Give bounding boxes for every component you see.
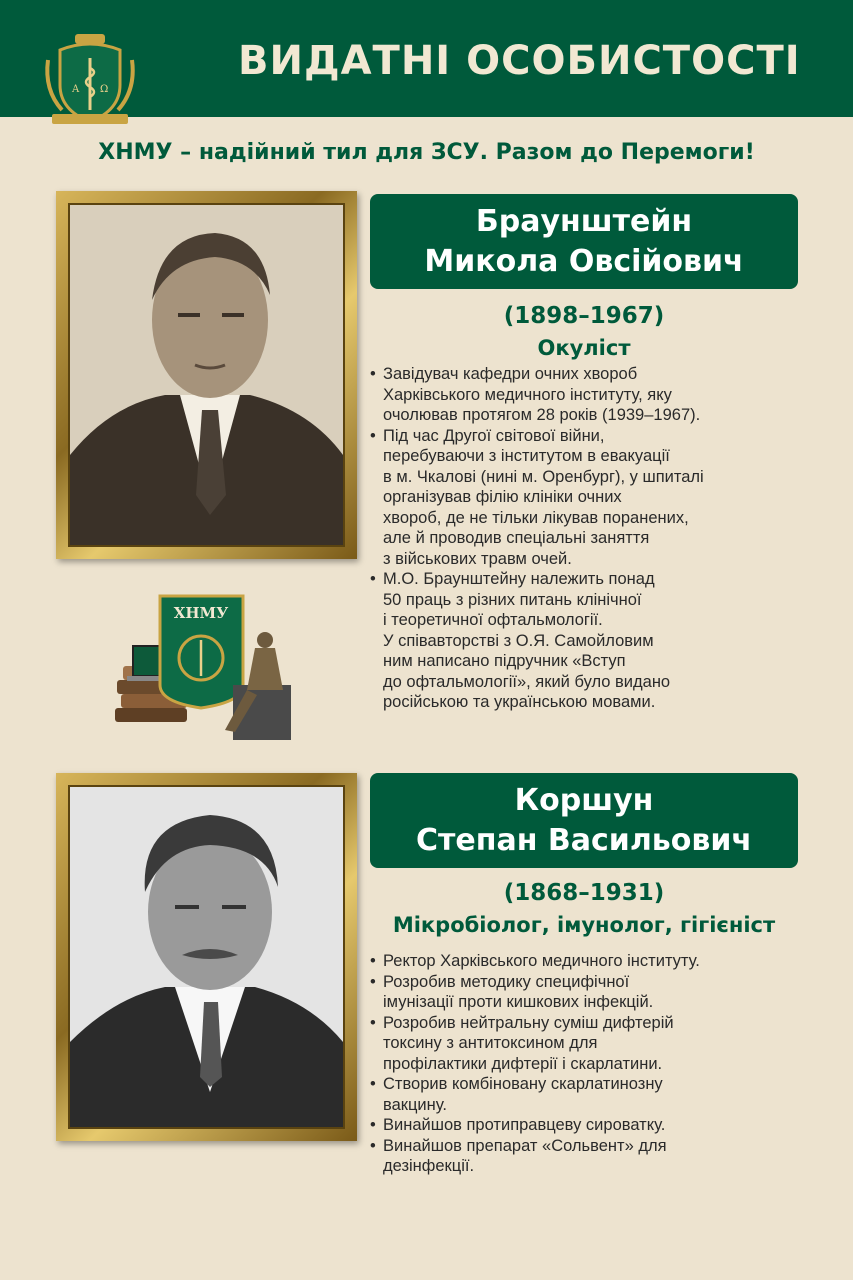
university-crest-icon (40, 30, 140, 130)
slogan: ХНМУ – надійний тил для ЗСУ. Разом до Перемоги! (98, 140, 755, 165)
bio-item: • М.О. Браунштейну належить понад 50 праць з різних питань клінічної і теоретичної офтальмології. У співавторстві з О.Я. Самойловим ним написано підручник «Вступ до офтальмології», який було видано російською та українською мовами. (370, 569, 810, 713)
bio-item: • Ректор Харківського медичного інституту. (370, 951, 810, 972)
shield-icon (160, 596, 243, 708)
given-names-2: Степан Васильович (416, 823, 752, 858)
page-title: ВИДАТНІ ОСОБИСТОСТІ (238, 38, 801, 84)
life-years-1: (1898–1967) (503, 303, 665, 329)
profession-1: Окуліст (537, 336, 631, 360)
bio-item: • Розробив нейтральну суміш дифтерій токсину з антитоксином для профілактики дифтерії і скарлатини. (370, 1013, 810, 1075)
life-years-2: (1868–1931) (503, 880, 665, 906)
bio-item: • Під час Другої світової війни, перебуваючи з інститутом в евакуації в м. Чкалові (нині м. Оренбург), у шпиталі організував філію клініки очних хвороб, де не тільки лікував поранених, але й проводив спеціальні заняття з військових травм очей. (370, 426, 810, 570)
given-names-1: Микола Овсійович (424, 244, 744, 279)
bio-list-1 (370, 364, 810, 713)
portrait-photo-1 (68, 203, 345, 547)
portrait-frame-2 (56, 773, 357, 1141)
portrait-man-icon (70, 205, 343, 545)
bio-list-2 (370, 951, 810, 1177)
profession-2: Мікробіолог, імунолог, гігієніст (392, 913, 776, 937)
svg-text:Α: Α (72, 84, 80, 95)
bio-item: • Створив комбіновану скарлатинозну вакцину. (370, 1074, 810, 1115)
bio-item: • Розробив методику специфічної імунізації проти кишкових інфекцій. (370, 972, 810, 1013)
bio-item: • Винайшов протиправцеву сироватку. (370, 1115, 810, 1136)
svg-text:Ω: Ω (100, 84, 109, 95)
surname-2: Коршун (514, 783, 654, 818)
shield-label: ХНМУ (173, 604, 229, 622)
portrait-frame-1 (56, 191, 357, 559)
surname-1: Браунштейн (475, 204, 693, 239)
name-banner-2 (370, 773, 798, 868)
university-collage (115, 590, 300, 745)
portrait-man-icon (70, 787, 343, 1127)
header-bar (0, 0, 853, 117)
bio-item: • Завідувач кафедри очних хвороб Харківського медичного інституту, яку очолював протягом 28 років (1939–1967). (370, 364, 810, 426)
name-banner-1 (370, 194, 798, 289)
portrait-photo-2 (68, 785, 345, 1129)
bio-item: • Винайшов препарат «Сольвент» для дезінфекції. (370, 1136, 810, 1177)
